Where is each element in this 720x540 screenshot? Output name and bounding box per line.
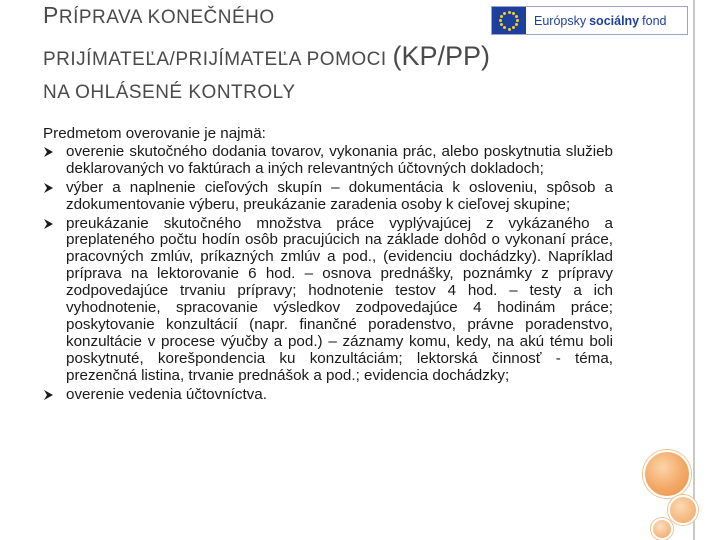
eu-star-icon: [503, 26, 506, 29]
arrowhead-bullet-icon: [43, 182, 54, 194]
arrowhead-bullet-icon: [43, 146, 54, 158]
title-line-1-text: RÍPRAVA KONEČNÉHO: [58, 7, 275, 28]
eu-star-icon: [500, 15, 503, 18]
eu-star-icon: [515, 23, 518, 26]
title-abbreviation: (KP/PP): [392, 41, 490, 71]
decorative-circle-small: [651, 518, 673, 540]
esf-logo-text: [526, 7, 687, 34]
title-initial: P: [43, 2, 59, 28]
eu-star-icon: [512, 26, 515, 29]
title-line-2: [43, 41, 490, 72]
logo-text-before: Európsky: [534, 13, 587, 28]
eu-flag-icon: [492, 7, 526, 34]
eu-star-icon: [499, 19, 502, 22]
bullet-text: výber a naplnenie cieľových skupín – dokumentácia k osloveniu, spôsob a zdokumentovanie výberu, preukázanie zaradenia osoby k cieľovej skupine;: [66, 178, 613, 213]
eu-star-icon: [515, 15, 518, 18]
title-line-1: [43, 2, 275, 29]
bullet-item: [43, 387, 613, 404]
title-line-2-text: PRIJÍMATEĽA/PRIJÍMATEĽA POMOCI: [43, 49, 387, 70]
esf-logo: [491, 6, 688, 35]
eu-star-icon: [516, 19, 519, 22]
bullet-text: preukázanie skutočného množstva práce vyplývajúcej z vykázaného a preplateného počtu hodín osôb pracujúcich na základe dohôd o vykonaní práce, pracovných zmlúv, príkazných zmlúv a pod., (evidenciu dochádzky). Napríklad príprava na lektorovanie 6 hod. – osnova prednášky, poznámky z prípravy zodpovedajúce trvaniu prípravy; hodnotenie testov 4 hod. – testy a ich vyhodnotenie, spracovanie výsledkov zodpovedajúce 4 hodinám práce; poskytovanie konzultácií (napr. finančné poradenstvo, právne poradenstvo, konzultácie v procese výučby a pod.) – záznamy komu, kedy, na akú tému boli poskytnuté, korešpondencia ku konzultáciám; lektorská činnosť - téma, prezenčná listina, trvanie prednášok a pod.; evidencia dochádzky;: [66, 214, 613, 384]
logo-text-after: fond: [642, 13, 667, 28]
eu-star-icon: [508, 28, 511, 31]
arrowhead-bullet-icon: [43, 218, 54, 230]
bullet-text: overenie skutočného dodania tovarov, vykonania prác, alebo poskytnutia služieb deklarovaných vo faktúrach a iných relevantných účtovných dokladoch;: [66, 142, 613, 177]
bullet-item: [43, 144, 613, 178]
bullet-item: [43, 216, 613, 385]
eu-star-icon: [503, 12, 506, 15]
bullet-item: [43, 180, 613, 214]
body-intro: Predmetom overovanie je najmä:: [43, 125, 266, 142]
arrowhead-bullet-icon: [43, 389, 54, 401]
logo-text-bold: sociálny: [589, 13, 640, 28]
decorative-circle-medium: [668, 495, 698, 525]
title-line-3: NA OHLÁSENÉ KONTROLY: [43, 82, 296, 103]
eu-star-icon: [512, 12, 515, 15]
bullet-text: overenie vedenia účtovníctva.: [66, 385, 267, 403]
bullet-list: [43, 144, 613, 404]
eu-star-icon: [508, 11, 511, 14]
right-border-rule: [693, 0, 695, 540]
slide-body: [43, 126, 613, 406]
decorative-circle-large: [643, 450, 691, 498]
